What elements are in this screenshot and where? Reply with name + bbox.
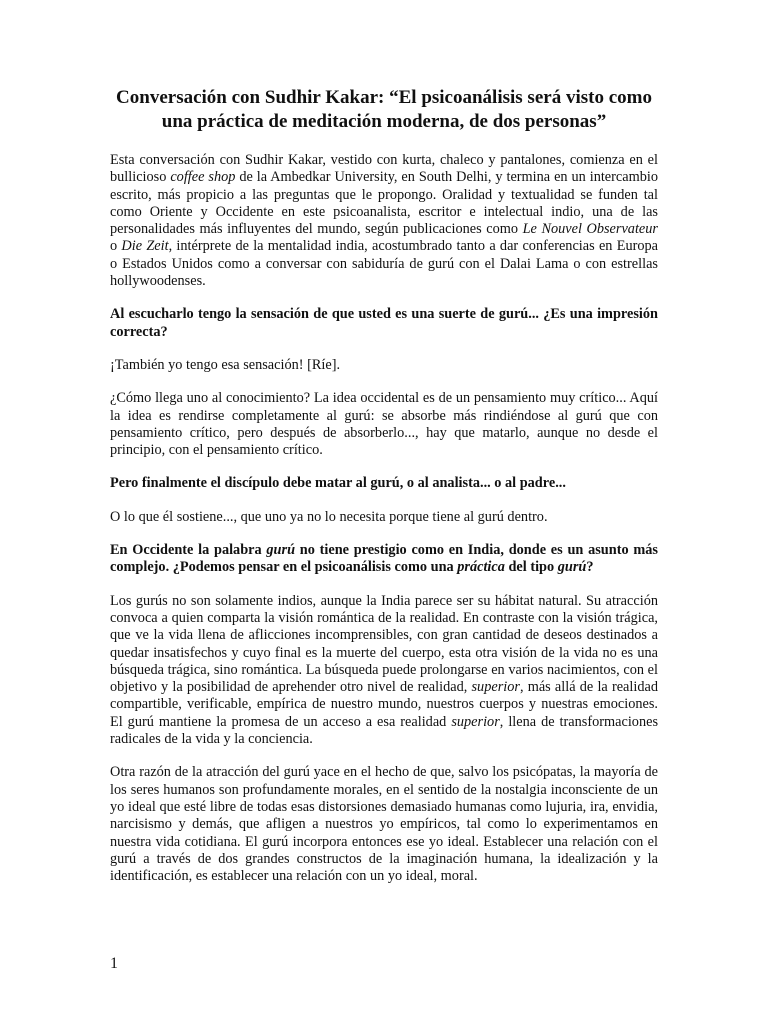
interview-paragraph — [110, 390, 658, 459]
italic-text: gurú — [557, 559, 587, 576]
text-segment: , más allá de la realidad compartible, verificable, empírica de nuestro mundo, nuestros cuerpos y nuestras emociones. El gurú mantiene la promesa de un acceso a esa realidad — [110, 679, 658, 730]
italic-text: Die Zeit — [121, 238, 169, 255]
document-body — [110, 152, 658, 885]
text-segment: , intérprete de la mentalidad india, acostumbrado tanto a dar conferencias en Europa o Estados Unidos como a conversar con sabiduría de gurú con el Dalai Lama o con estrellas hollywoodenses. — [110, 238, 658, 290]
interview-paragraph — [110, 764, 658, 885]
italic-text: práctica — [457, 559, 505, 576]
text-segment: Esta conversación con Sudhir Kakar, vestido con kurta, chaleco y pantalones, comienza en el bullicioso — [110, 152, 658, 186]
text-segment: ? — [586, 559, 594, 576]
text-segment: o — [110, 238, 122, 255]
text-segment: ¿Cómo llega uno al conocimiento? La idea occidental es de un pensamiento muy crítico... Aquí la idea es rendirse completamente al gurú: se absorbe más rindiéndose al gurú que con pensamiento crítico, pero después de absorberlo..., hay que matarlo, aunque no desde el principio, con el pensamiento crítico. — [110, 390, 658, 459]
document-title: Conversación con Sudhir Kakar: “El psicoanálisis será visto como una práctica de meditación moderna, de dos personas” — [116, 87, 652, 132]
italic-text: Le Nouvel Observateur — [522, 221, 658, 238]
text-segment: Otra razón de la atracción del gurú yace en el hecho de que, salvo los psicópatas, la mayoría de los seres humanos son profundamente morales, en el sentido de la nostalgia inconsciente de un yo ideal que esté libre de todas esas distorsiones demasiado humanas como lujuria, ira, envidia, narcisismo y demás, que afligen a nuestros yo empíricos, tal como lo experimentamos en nuestra vida cotidiana. El gurú incorpora entonces ese yo ideal. Establecer una relación con el gurú a través de dos grandes constructos de la imaginación humana, la idealización y la identificación, es establecer una relación con un yo ideal, moral. — [110, 764, 658, 885]
interview-question — [110, 542, 658, 577]
text-segment: O lo que él sostiene..., que uno ya no lo necesita porque tiene al gurú dentro. — [110, 508, 548, 525]
text-segment: Al escucharlo tengo la sensación de que usted es una suerte de gurú... ¿Es una impresión correcta? — [110, 306, 658, 340]
interview-question — [110, 475, 658, 492]
interview-paragraph — [110, 593, 658, 749]
text-segment: Los gurús no son solamente indios, aunque la India parece ser su hábitat natural. Su atracción convoca a quien comparta la visión romántica de la realidad. En contraste con la visión trágica, que ve la vida llena de aflicciones incomprensibles, con gran cantidad de deseos destinados a quedar insatisfechos y cuyo final es la muerte del cuerpo, esta otra visión de la vida no es una búsqueda trágica, sino romántica. La búsqueda puede prolongarse en varios nacimientos, con el objetivo y la posibilidad de aprehender otro nivel de realidad, — [110, 592, 658, 696]
italic-text: superior — [451, 713, 500, 730]
text-segment: del tipo — [504, 559, 558, 576]
text-segment: , llena de transformaciones radicales de la vida y la conciencia. — [110, 713, 659, 748]
interview-question — [110, 306, 658, 341]
text-segment: Pero finalmente el discípulo debe matar al gurú, o al analista... o al padre... — [110, 475, 566, 492]
text-segment: ¡También yo tengo esa sensación! [Ríe]. — [110, 356, 341, 373]
italic-text: coffee shop — [170, 169, 236, 186]
text-segment: no tiene prestigio como en India, donde es un asunto más complejo. ¿Podemos pensar en el psicoanálisis como una — [110, 542, 658, 576]
page-number: 1 — [110, 955, 118, 972]
interview-paragraph — [110, 357, 658, 374]
text-segment: En Occidente la palabra — [110, 542, 267, 559]
interview-paragraph — [110, 152, 658, 290]
italic-text: superior — [471, 679, 520, 696]
interview-paragraph — [110, 509, 658, 526]
text-segment: de la Ambedkar University, en South Delhi, y termina en un intercambio escrito, más propicio a las preguntas que le propongo. Oralidad y textualidad se funden tal como Oriente y Occidente en este psicoanalista, escritor e intelectual indio, una de las personalidades más influyentes del mundo, según publicaciones como — [110, 169, 658, 238]
document-page — [110, 86, 658, 901]
italic-text: gurú — [266, 542, 296, 559]
